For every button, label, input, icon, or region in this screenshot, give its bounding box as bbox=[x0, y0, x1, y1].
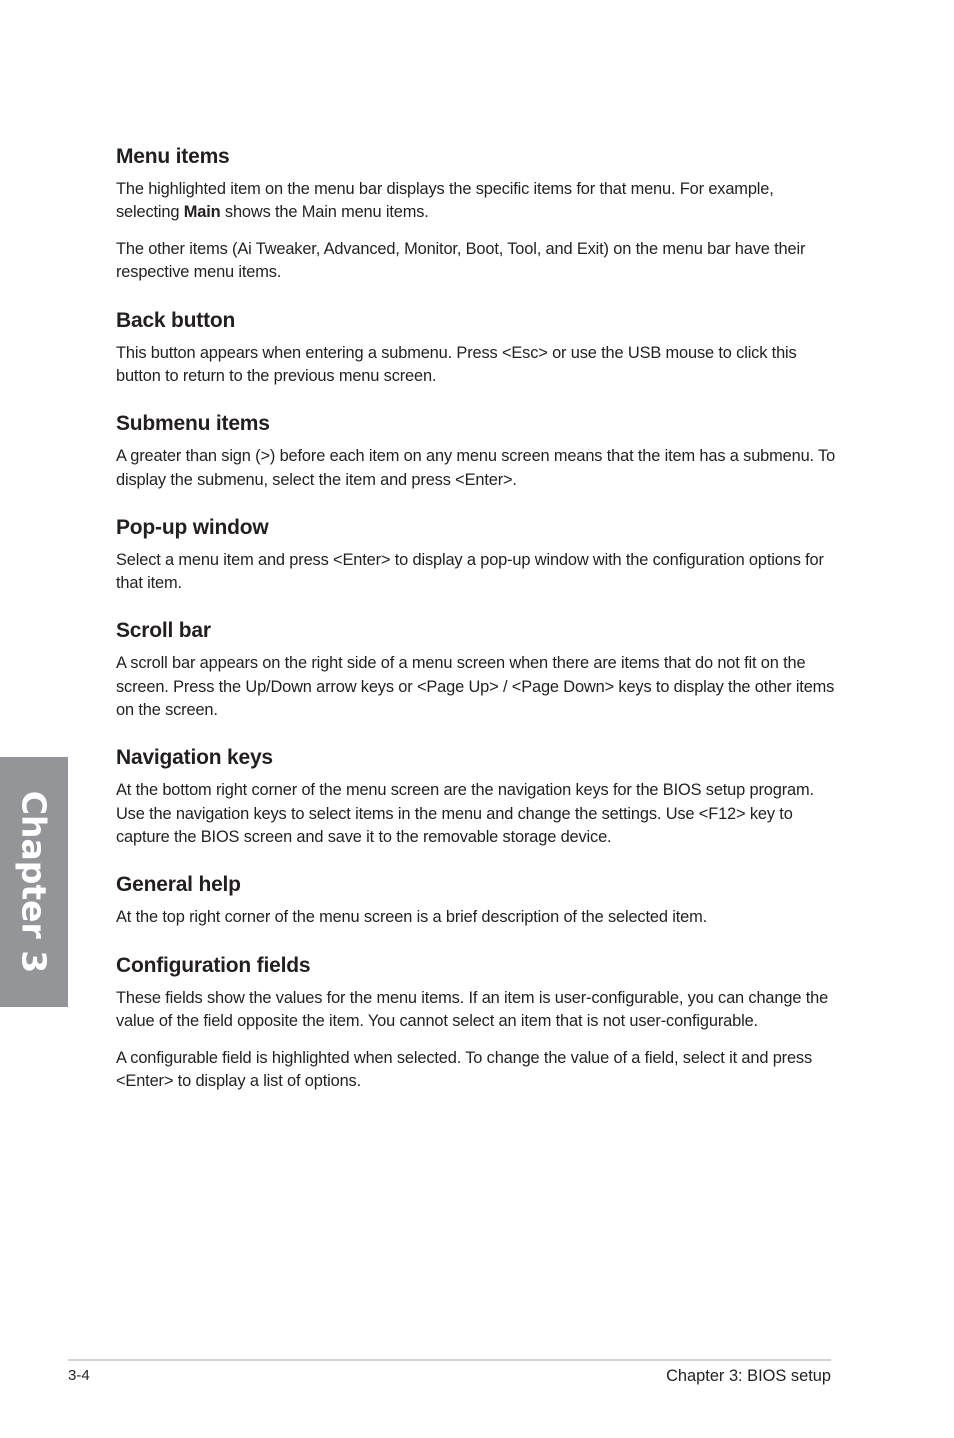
section-heading: Submenu items bbox=[116, 412, 270, 436]
section-menu-items bbox=[116, 142, 836, 285]
section-heading: Menu items bbox=[116, 145, 230, 168]
page-content bbox=[116, 142, 836, 1093]
section-heading: Scroll bar bbox=[116, 619, 211, 643]
section-paragraph: At the bottom right corner of the menu screen are the navigation keys for the BIOS setup program. Use the navigation keys to select items in the menu and change the settings. Use <F12> key to capture the BIOS screen and save it to the removable storage device. bbox=[116, 781, 814, 846]
section-back-button bbox=[116, 306, 836, 389]
section-general-help bbox=[116, 870, 836, 929]
section-paragraph bbox=[116, 178, 836, 225]
footer-divider bbox=[68, 1359, 831, 1361]
section-paragraph: Select a menu item and press <Enter> to display a pop-up window with the configuration options for that item. bbox=[116, 550, 824, 593]
chapter-side-tab bbox=[0, 757, 68, 1007]
section-heading: Navigation keys bbox=[116, 746, 273, 770]
section-submenu-items bbox=[116, 409, 836, 492]
section-paragraph: A greater than sign (>) before each item on any menu screen means that the item has a submenu. To display the submenu, select the item and press <Enter>. bbox=[116, 447, 836, 489]
section-heading: General help bbox=[116, 873, 241, 897]
section-heading: Pop-up window bbox=[116, 515, 269, 539]
section-paragraph: The other items (Ai Tweaker, Advanced, Monitor, Boot, Tool, and Exit) on the menu bar have their respective menu items. bbox=[116, 240, 806, 282]
paragraph-text: The highlighted item on the menu bar displays the specific items for that menu. For example, selecting bbox=[116, 180, 774, 222]
section-heading: Back button bbox=[116, 308, 236, 332]
page-number: 3-4 bbox=[68, 1367, 90, 1384]
section-configuration-fields bbox=[116, 951, 836, 1094]
section-popup-window bbox=[116, 513, 836, 596]
section-paragraph: This button appears when entering a submenu. Press <Esc> or use the USB mouse to click this button to return to the previous menu screen. bbox=[116, 343, 797, 385]
section-paragraph: A scroll bar appears on the right side of a menu screen when there are items that do not fit on the screen. Press the Up/Down arrow keys or <Page Up> / <Page Down> keys to display the other items on the screen. bbox=[116, 654, 835, 720]
section-paragraph: A configurable field is highlighted when selected. To change the value of a field, select it and press <Enter> to display a list of options. bbox=[116, 1048, 813, 1090]
section-scroll-bar bbox=[116, 616, 836, 722]
section-paragraph: These fields show the values for the menu items. If an item is user-configurable, you can change the value of the field opposite the item. You cannot select an item that is not user-configurable. bbox=[116, 988, 829, 1030]
section-paragraph: At the top right corner of the menu screen is a brief description of the selected item. bbox=[116, 908, 707, 927]
chapter-tab-label: Chapter 3 bbox=[14, 790, 54, 974]
footer-chapter-title: Chapter 3: BIOS setup bbox=[666, 1367, 831, 1385]
section-navigation-keys bbox=[116, 743, 836, 849]
section-heading: Configuration fields bbox=[116, 953, 311, 977]
bold-term-main: Main bbox=[183, 203, 221, 222]
paragraph-text: shows the Main menu items. bbox=[220, 203, 429, 222]
